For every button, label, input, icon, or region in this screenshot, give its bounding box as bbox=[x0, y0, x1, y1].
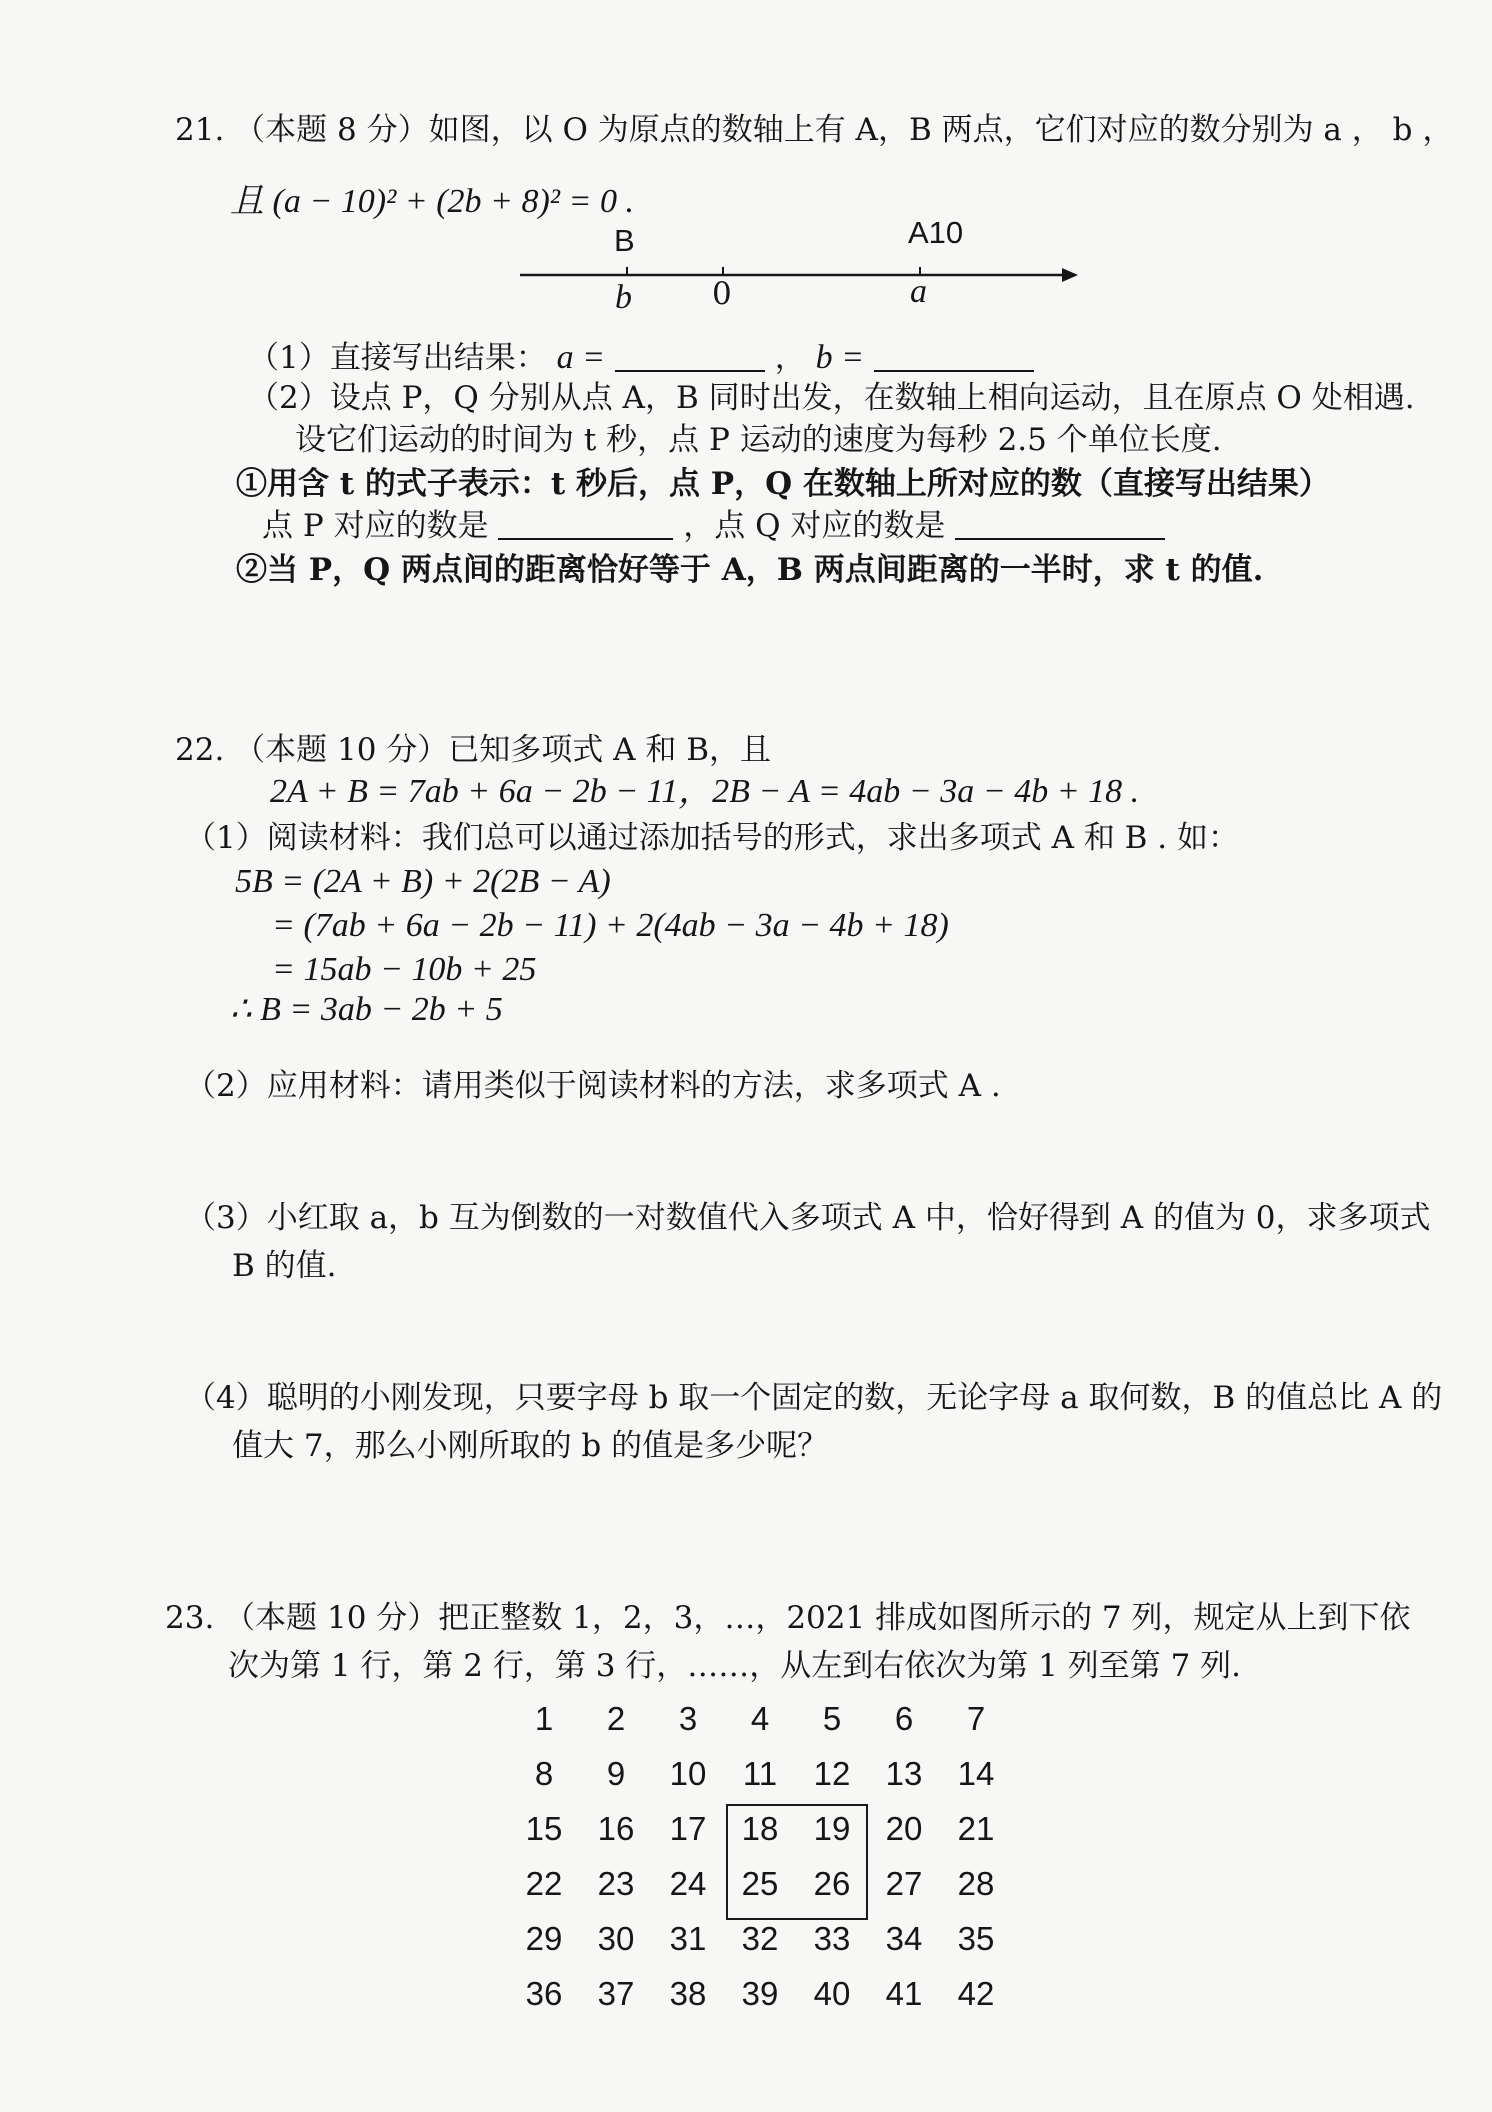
q22-calc1: 5B = (2A + B) + 2(2B − A) bbox=[235, 863, 611, 900]
grid-cell: 8 bbox=[534, 1755, 554, 1792]
grid-cell: 25 bbox=[741, 1865, 779, 1902]
grid-cell: 17 bbox=[669, 1810, 707, 1847]
q22-part4-line2: 值大 7，那么小刚所取的 b 的值是多少呢？ bbox=[232, 1428, 829, 1464]
axis-label-B: B bbox=[614, 223, 635, 258]
grid-cell: 30 bbox=[597, 1920, 635, 1957]
q21-sub1: ①用含 t 的式子表示：t 秒后，点 P，Q 在数轴上所对应的数（直接写出结果） bbox=[236, 466, 1330, 502]
grid-cell: 4 bbox=[750, 1700, 770, 1737]
grid-cell: 1 bbox=[534, 1700, 554, 1737]
q22-stem: 22. （本题 10 分）已知多项式 A 和 B，且 bbox=[175, 732, 772, 768]
grid-cell: 11 bbox=[742, 1755, 778, 1792]
grid-cell: 40 bbox=[813, 1975, 851, 2012]
q22-part4-line1: （4）聪明的小刚发现，只要字母 b 取一个固定的数，无论字母 a 取何数，B 的值总比 A 的 bbox=[185, 1380, 1443, 1416]
q21-part2-line2: 设它们运动的时间为 t 秒，点 P 运动的速度为每秒 2.5 个单位长度. bbox=[295, 422, 1222, 458]
q21-part1-a-label: a = bbox=[556, 339, 606, 376]
q21-sub1-answers bbox=[262, 508, 1165, 545]
grid-cell: 19 bbox=[813, 1810, 851, 1847]
grid-cell: 29 bbox=[525, 1920, 563, 1957]
grid-cell: 26 bbox=[813, 1865, 851, 1902]
grid-cell: 28 bbox=[957, 1865, 995, 1902]
q22-calc2: = (7ab + 6a − 2b − 11) + 2(4ab − 3a − 4b + 18) bbox=[272, 907, 949, 944]
q21-sub1-q-label: ，点 Q 对应的数是 bbox=[683, 508, 946, 544]
q22-part2: （2）应用材料：请用类似于阅读材料的方法，求多项式 A . bbox=[185, 1068, 1001, 1104]
q21-part1-sep: ， bbox=[774, 340, 806, 376]
axis-tick-b: b bbox=[615, 279, 632, 316]
grid-cell: 9 bbox=[606, 1755, 626, 1792]
q22-part3-line2: B 的值. bbox=[232, 1248, 337, 1284]
grid-cell: 5 bbox=[822, 1700, 842, 1737]
q21-part1-prefix: （1）直接写出结果： bbox=[248, 340, 547, 376]
grid-cell: 20 bbox=[885, 1810, 923, 1847]
grid-cell: 7 bbox=[966, 1700, 986, 1737]
answer-blank-q[interactable] bbox=[955, 508, 1165, 540]
q21-stem-line1: 21. （本题 8 分）如图，以 O 为原点的数轴上有 A，B 两点，它们对应的数分别为 a ， b ， bbox=[175, 112, 1454, 148]
grid-cell: 39 bbox=[741, 1975, 779, 2012]
q22-equations: 2A + B = 7ab + 6a − 2b − 11，2B − A = 4ab − 3a − 4b + 18 . bbox=[270, 773, 1140, 810]
q21-part1 bbox=[248, 338, 1034, 379]
grid-cell: 34 bbox=[885, 1920, 923, 1957]
grid-cell: 32 bbox=[741, 1920, 779, 1957]
q22-calc3: = 15ab − 10b + 25 bbox=[272, 951, 537, 988]
highlight-box bbox=[726, 1804, 868, 1920]
grid-cell: 35 bbox=[957, 1920, 995, 1957]
grid-cell: 18 bbox=[741, 1810, 779, 1847]
answer-blank-p[interactable] bbox=[498, 508, 673, 540]
grid-cell: 27 bbox=[885, 1865, 923, 1902]
grid-cell: 13 bbox=[885, 1755, 923, 1792]
grid-cell: 41 bbox=[885, 1975, 923, 2012]
grid-cell: 22 bbox=[525, 1865, 563, 1902]
grid-cell: 42 bbox=[957, 1975, 995, 2012]
q22-part1: （1）阅读材料：我们总可以通过添加括号的形式，求出多项式 A 和 B . 如： bbox=[185, 820, 1240, 856]
grid-cell: 6 bbox=[894, 1700, 914, 1737]
q21-part2-line1: （2）设点 P，Q 分别从点 A，B 同时出发，在数轴上相向运动，且在原点 O 处相遇. bbox=[248, 380, 1415, 416]
grid-cell: 37 bbox=[597, 1975, 635, 2012]
axis-tick-0: 0 bbox=[712, 276, 732, 312]
q22-calc4: ∴ B = 3ab − 2b + 5 bbox=[230, 991, 503, 1028]
grid-cell: 31 bbox=[669, 1920, 707, 1957]
grid-cell: 10 bbox=[669, 1755, 707, 1792]
axis-arrow-icon bbox=[1062, 268, 1078, 282]
grid-cell: 16 bbox=[597, 1810, 635, 1847]
grid-cell: 14 bbox=[957, 1755, 995, 1792]
grid-cell: 21 bbox=[957, 1810, 995, 1847]
axis-label-A10: A10 bbox=[908, 215, 964, 250]
q23-stem-line1: 23. （本题 10 分）把正整数 1，2，3，…，2021 排成如图所示的 7 列，规定从上到下依 bbox=[165, 1600, 1411, 1636]
axis-tick-a: a bbox=[910, 273, 927, 310]
answer-blank-b[interactable] bbox=[874, 340, 1034, 372]
q21-part1-b-label: b = bbox=[815, 339, 865, 376]
grid-cell: 24 bbox=[669, 1865, 707, 1902]
grid-cell: 23 bbox=[597, 1865, 635, 1902]
answer-blank-a[interactable] bbox=[615, 340, 765, 372]
grid-cell: 3 bbox=[678, 1700, 698, 1737]
number-line bbox=[500, 220, 1100, 330]
q23-stem-line2: 次为第 1 行，第 2 行，第 3 行，……，从左到右依次为第 1 列至第 7 列. bbox=[228, 1648, 1242, 1684]
grid-cell: 12 bbox=[813, 1755, 851, 1792]
grid-cell: 2 bbox=[606, 1700, 626, 1737]
grid-cell: 33 bbox=[813, 1920, 851, 1957]
grid-cell: 38 bbox=[669, 1975, 707, 2012]
q22-part3-line1: （3）小红取 a，b 互为倒数的一对数值代入多项式 A 中，恰好得到 A 的值为 0，求多项式 bbox=[185, 1200, 1431, 1236]
q21-sub2: ②当 P，Q 两点间的距离恰好等于 A，B 两点间距离的一半时，求 t 的值. bbox=[236, 552, 1264, 588]
q21-sub1-p-label: 点 P 对应的数是 bbox=[262, 508, 489, 544]
grid-cell: 15 bbox=[525, 1810, 563, 1847]
grid-cell: 36 bbox=[525, 1975, 563, 2012]
q21-stem-line2: 且 (a − 10)² + (2b + 8)² = 0 . bbox=[230, 183, 634, 220]
